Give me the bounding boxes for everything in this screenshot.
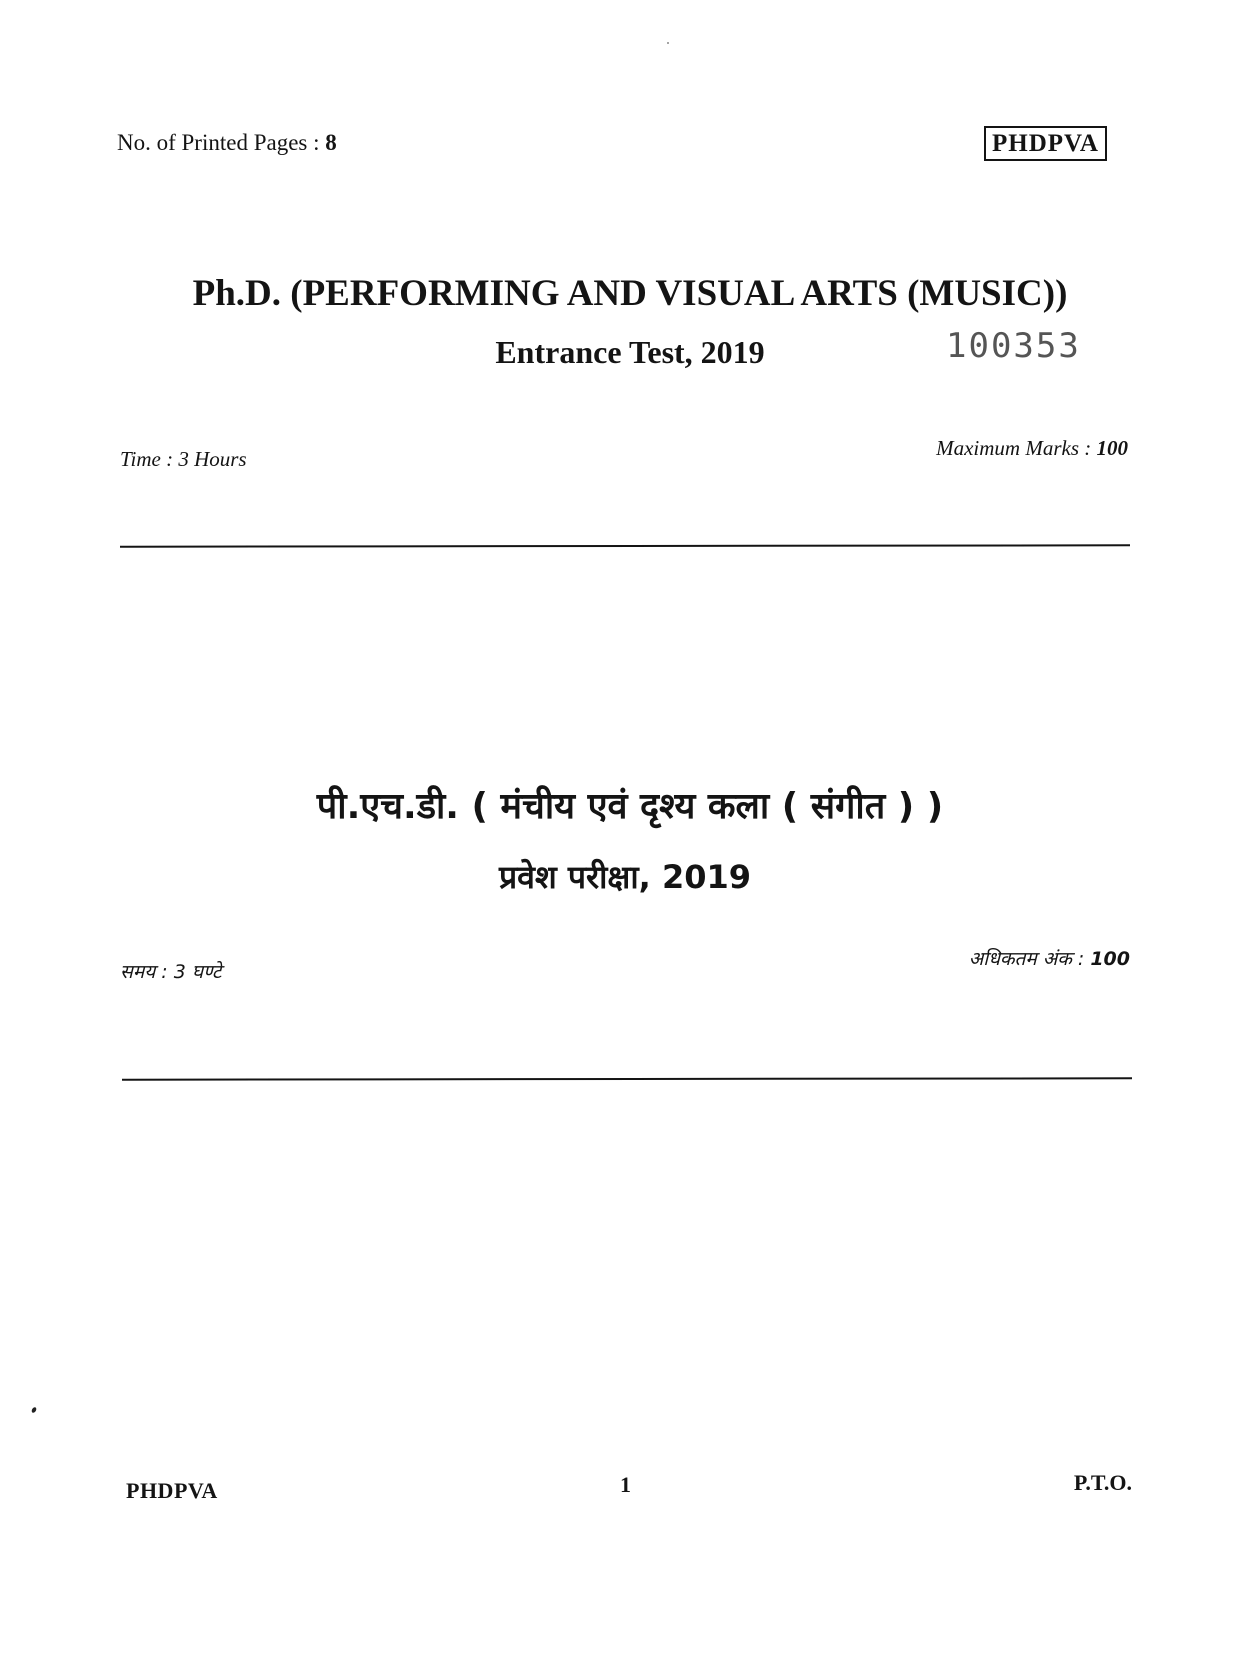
printed-pages-label: No. of Printed Pages :	[117, 130, 326, 155]
footer-paper-code: PHDPVA	[126, 1478, 218, 1503]
serial-number-stamp: 100353	[946, 326, 1081, 366]
time-allowed-hindi: समय : 3 घण्टे	[120, 961, 222, 983]
page-number: 1	[620, 1472, 631, 1497]
maximum-marks-value: 100	[1096, 436, 1128, 460]
exam-subtitle-hindi: प्रवेश परीक्षा, 2019	[498, 858, 752, 896]
divider-line	[120, 544, 1130, 547]
exam-title-hindi: पी.एच.डी. ( मंचीय एवं दृश्य कला ( संगीत ) )	[316, 786, 944, 827]
printed-pages-value: 8	[325, 130, 337, 155]
divider-line	[122, 1077, 1132, 1080]
paper-code-box: PHDPVA	[984, 126, 1107, 161]
please-turn-over: P.T.O.	[1073, 1470, 1132, 1495]
maximum-marks-hindi	[969, 945, 1130, 971]
exam-title-english: Ph.D. (PERFORMING AND VISUAL ARTS (MUSIC))	[192, 273, 1068, 314]
printed-pages-count	[117, 130, 337, 156]
time-allowed-english: Time : 3 Hours	[120, 447, 247, 471]
maximum-marks-hindi-label: अधिकतम अंक :	[968, 948, 1091, 970]
scan-speck	[31, 1406, 37, 1413]
maximum-marks-english	[936, 436, 1128, 461]
maximum-marks-hindi-value: 100	[1090, 948, 1130, 970]
scan-speck	[667, 42, 669, 44]
exam-subtitle-english: Entrance Test, 2019	[495, 334, 765, 370]
maximum-marks-label: Maximum Marks :	[936, 436, 1097, 460]
